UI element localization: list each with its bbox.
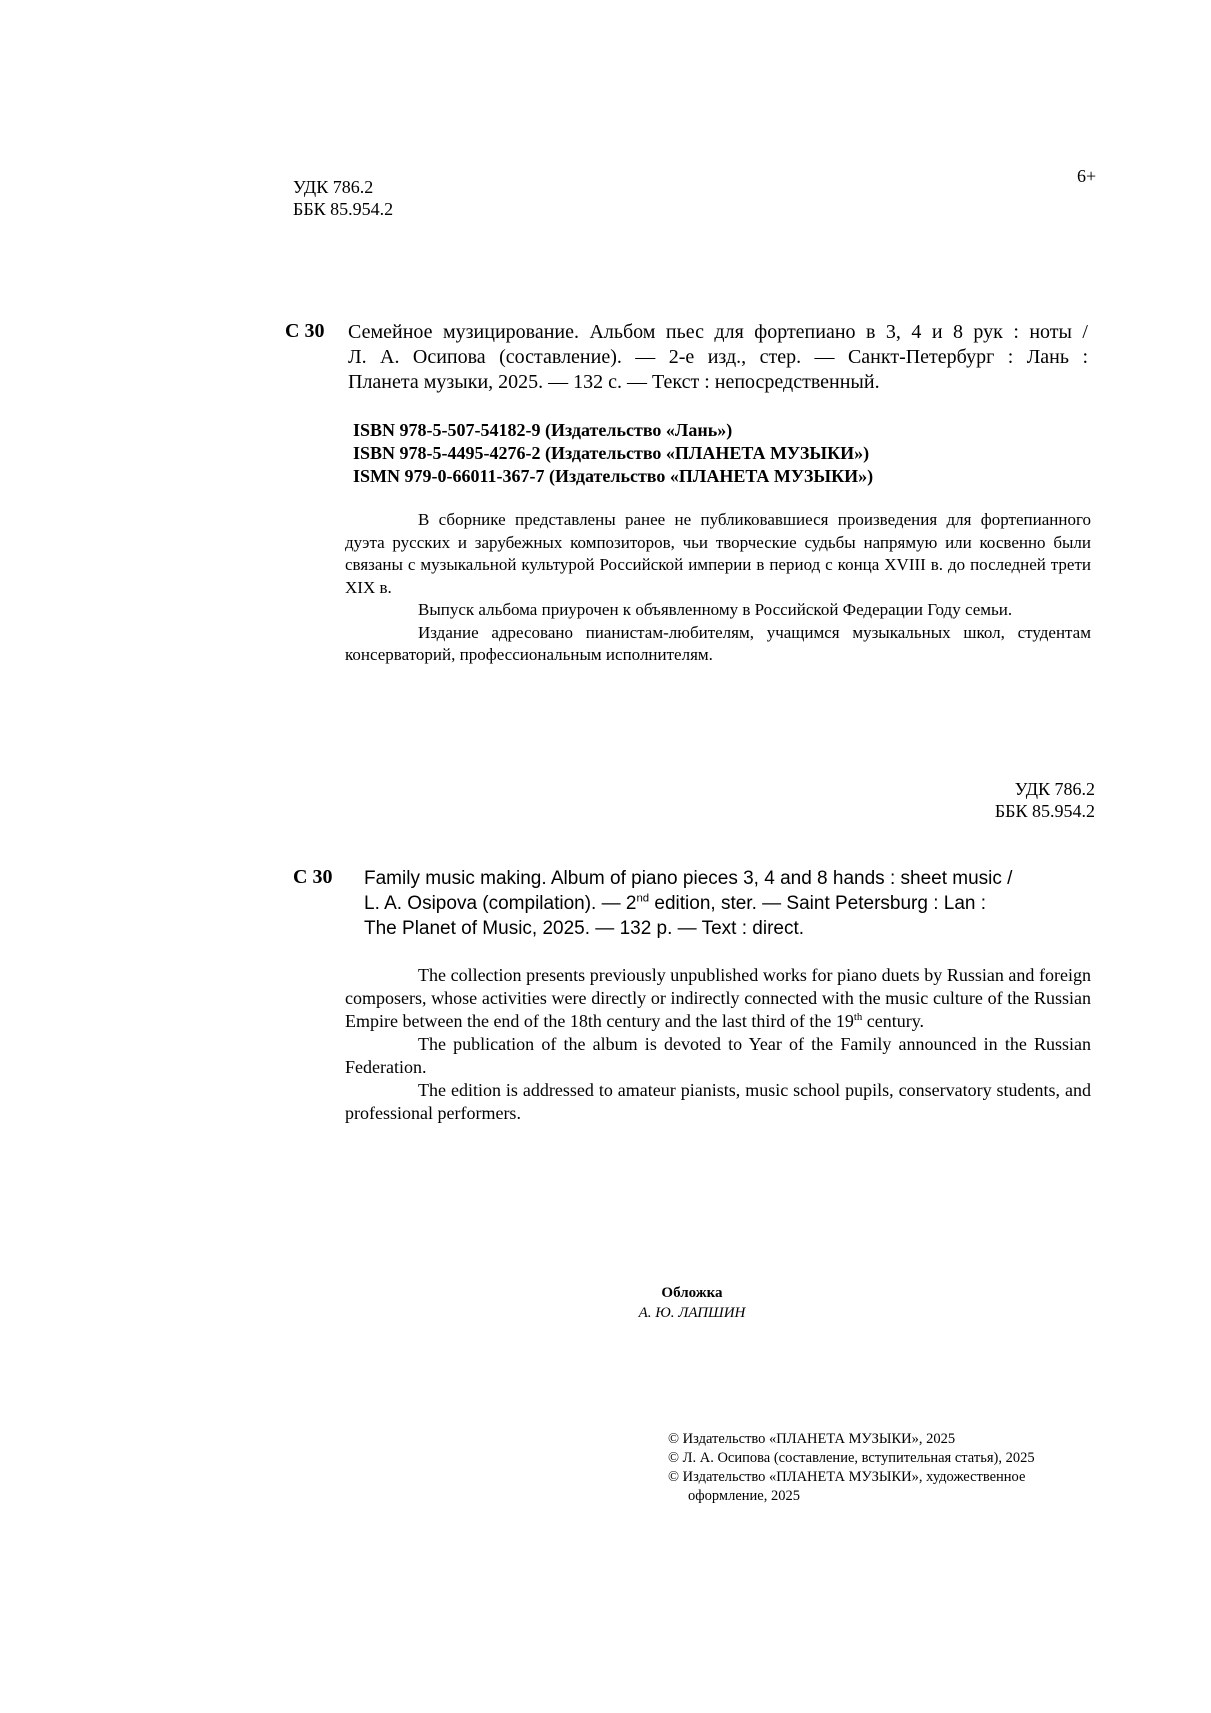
- annotation-text: The collection presents previously unpublished works for piano duets by Russian and foreign composers, whose activities were directly or indirectly connected with the music culture of the Russian Empire between the end of the 18th century and the last third of the 19: [345, 965, 1091, 1031]
- isbn-line: ISBN 978-5-507-54182-9 (Издательство «Лань»): [353, 420, 733, 440]
- udk-block-top: [293, 176, 393, 220]
- cover-credit: [552, 1283, 832, 1323]
- isbn-list: [353, 419, 873, 488]
- biblio-text: edition, ster. — Saint Petersburg : Lan :: [649, 893, 987, 914]
- biblio-description-ru: [348, 320, 1088, 395]
- copyright-line: © Издательство «ПЛАНЕТА МУЗЫКИ», 2025: [668, 1431, 956, 1447]
- annotation-en: [345, 964, 1091, 1125]
- annotation-paragraph: The edition is addressed to amateur pianists, music school pupils, conservatory students, and professional performers.: [345, 1080, 1091, 1123]
- biblio-line: Family music making. Album of piano pieces 3, 4 and 8 hands : sheet music /: [364, 868, 1013, 889]
- biblio-description-en: [364, 866, 1068, 941]
- annotation-paragraph: [345, 964, 1091, 1033]
- ordinal-suffix: nd: [636, 892, 650, 905]
- copyright-line: © Л. А. Осипова (составление, вступительная статья), 2025: [668, 1450, 1035, 1466]
- annotation-paragraph: В сборнике представлены ранее не публиковавшиеся произведения для фортепианного дуэта русских и зарубежных композиторов, чьи творческие судьбы напрямую или косвенно были связаны с музыкальной культурой Российской империи в период с конца XVIII в. до последней трети XIX в.: [345, 510, 1091, 597]
- cover-artist: А. Ю. ЛАПШИН: [638, 1305, 746, 1321]
- ismn-line: ISMN 979-0-66011-367-7 (Издательство «ПЛАНЕТА МУЗЫКИ»): [353, 466, 874, 486]
- cover-title: Обложка: [661, 1285, 723, 1301]
- annotation-text: century.: [862, 1011, 925, 1031]
- udk-code: УДК 786.2: [293, 177, 374, 197]
- biblio-line: Семейное музицирование. Альбом пьес для фортепиано в 3, 4 и 8 рук : ноты /: [348, 321, 1088, 343]
- annotation-paragraph: The publication of the album is devoted to Year of the Family announced in the Russian Federation.: [345, 1034, 1091, 1077]
- biblio-line: Планета музыки, 2025. — 132 с. — Текст : непосредственный.: [348, 371, 880, 393]
- biblio-line: Л. А. Осипова (составление). — 2-е изд., стер. — Санкт-Петербург : Лань :: [348, 346, 1088, 368]
- copyright-block: [668, 1430, 1098, 1506]
- annotation-paragraph: Издание адресовано пианистам-любителям, учащимся музыкальных школ, студентам консерваторий, профессиональным исполнителям.: [345, 622, 1091, 664]
- annotation-paragraph: Выпуск альбома приурочен к объявленному в Российской Федерации Году семьи.: [418, 600, 1013, 619]
- author-sign-en: С 30: [293, 866, 333, 888]
- isbn-line: ISBN 978-5-4495-4276-2 (Издательство «ПЛАНЕТА МУЗЫКИ»): [353, 443, 870, 463]
- bbk-code: ББК 85.954.2: [293, 199, 394, 219]
- age-rating: 6+: [1077, 166, 1097, 186]
- udk-block-right: [995, 778, 1095, 822]
- copyright-line: © Издательство «ПЛАНЕТА МУЗЫКИ», художественное оформление, 2025: [668, 1469, 1026, 1504]
- biblio-text: L. A. Osipova (compilation). — 2: [364, 893, 637, 914]
- bbk-code: ББК 85.954.2: [994, 801, 1095, 821]
- biblio-line: The Planet of Music, 2025. — 132 p. — Text : direct.: [364, 918, 805, 939]
- author-sign-ru: С 30: [285, 320, 325, 342]
- ordinal-suffix: th: [853, 1011, 863, 1023]
- annotation-ru: [345, 509, 1091, 667]
- udk-code: УДК 786.2: [1014, 779, 1095, 799]
- biblio-line: [364, 891, 1068, 916]
